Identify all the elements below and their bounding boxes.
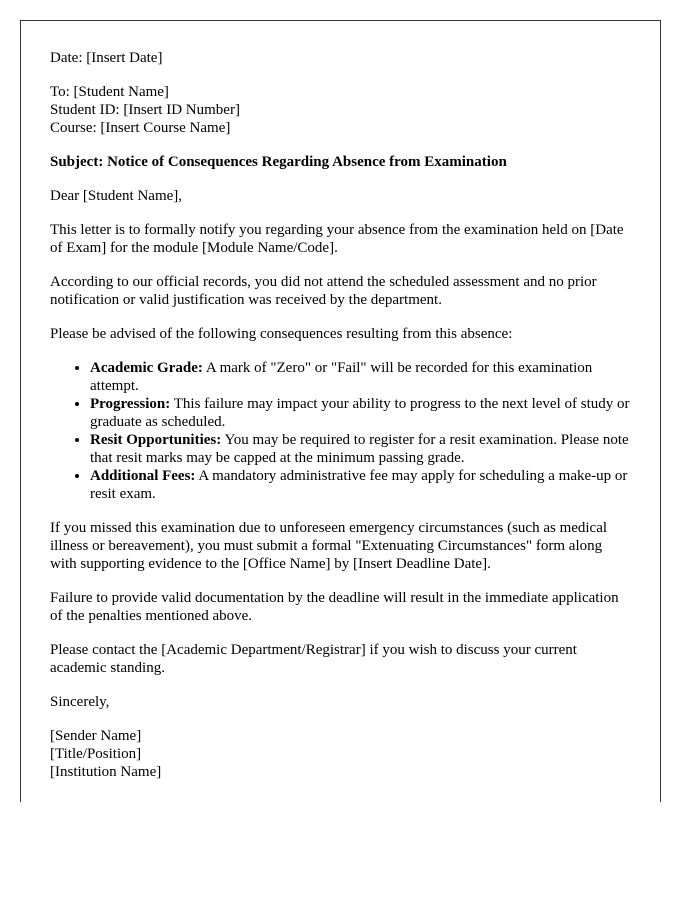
consequence-text: You may be required to register for a resit examination. Please note that resit marks may be capped at the minimum passing grade.: [90, 432, 629, 466]
intro-paragraph: This letter is to formally notify you regarding your absence from the examination held on [Date of Exam] for the module [Module Name/Code].: [50, 222, 624, 256]
consequences-list: [50, 359, 631, 503]
consequence-text: A mandatory administrative fee may apply for scheduling a make-up or resit exam.: [90, 468, 628, 502]
recipient-to: To: [Student Name]: [50, 84, 169, 100]
recipient-course: Course: [Insert Course Name]: [50, 120, 231, 136]
consequence-item-additional-fees: [90, 467, 631, 503]
letter-page: [20, 20, 661, 802]
extenuating-paragraph: If you missed this examination due to unforeseen emergency circumstances (such as medical illness or bereavement), you must submit a formal "Extenuating Circumstances" form along with supporting evidence to the [Office Name] by [Insert Deadline Date].: [50, 520, 608, 572]
recipient-student-id: Student ID: [Insert ID Number]: [50, 102, 240, 118]
salutation: Dear [Student Name],: [50, 188, 183, 204]
closing: Sincerely,: [50, 694, 110, 710]
signature-block: [50, 727, 631, 781]
consequence-term: Academic Grade:: [90, 360, 203, 376]
records-paragraph: According to our official records, you did not attend the scheduled assessment and no prior notification or valid justification was received by the department.: [50, 274, 597, 308]
failure-paragraph: Failure to provide valid documentation by the deadline will result in the immediate application of the penalties mentioned above.: [50, 590, 619, 624]
consequence-item-academic-grade: [90, 359, 631, 395]
consequence-text: This failure may impact your ability to progress to the next level of study or graduate as scheduled.: [90, 396, 630, 430]
consequence-term: Progression:: [90, 396, 171, 412]
contact-paragraph: Please contact the [Academic Department/Registrar] if you wish to discuss your current academic standing.: [50, 642, 577, 676]
advised-paragraph: Please be advised of the following consequences resulting from this absence:: [50, 326, 513, 342]
subject-line: Subject: Notice of Consequences Regarding Absence from Examination: [50, 154, 507, 170]
consequence-term: Resit Opportunities:: [90, 432, 222, 448]
sender-institution: [Institution Name]: [50, 764, 162, 780]
consequence-text: A mark of "Zero" or "Fail" will be recorded for this examination attempt.: [90, 360, 593, 394]
recipient-block: [50, 83, 631, 137]
consequence-item-resit-opportunities: [90, 431, 631, 467]
sender-title: [Title/Position]: [50, 746, 142, 762]
date-line: Date: [Insert Date]: [50, 50, 163, 66]
sender-name: [Sender Name]: [50, 728, 142, 744]
consequence-term: Additional Fees:: [90, 468, 196, 484]
consequence-item-progression: [90, 395, 631, 431]
